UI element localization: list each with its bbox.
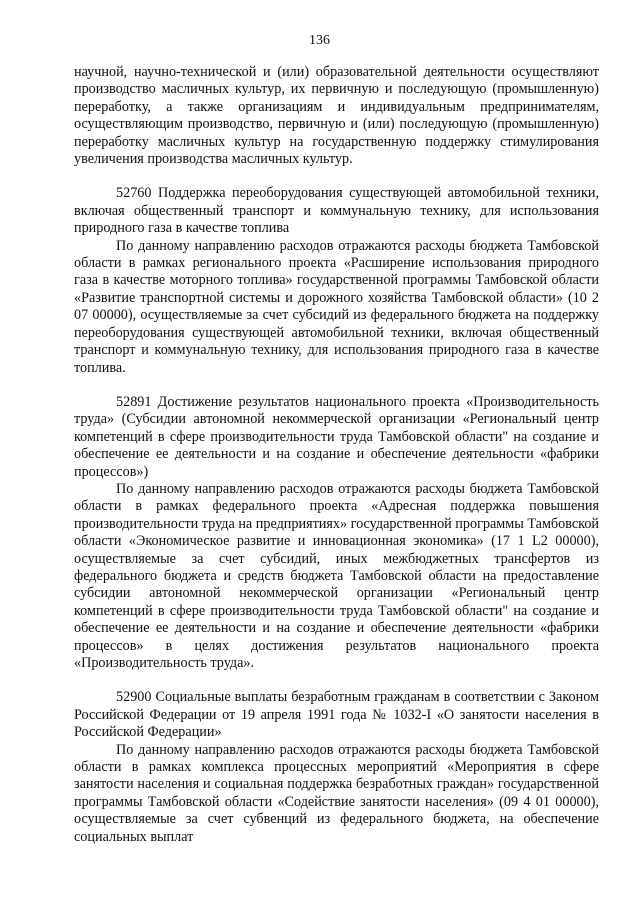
section-heading-52760: 52760 Поддержка переоборудования существующей автомобильной техники, включая общественный транспорт и коммунальную технику, для использования природного газа в качестве топлива — [74, 185, 599, 237]
section-heading-52900: 52900 Социальные выплаты безработным гражданам в соответствии с Законом Российской Федерации от 19 апреля 1991 года № 1032-I «О занятости населения в Российской Федерации» — [74, 689, 599, 741]
section-heading-52891: 52891 Достижение результатов национального проекта «Производительность труда» (Субсидии автономной некоммерческой организации «Региональный центр компетенций в сфере производительности труда Тамбовской области" на создание и обеспечение ее деятельности и на создание и обеспечение деятельности «фабрики процессов») — [74, 393, 599, 480]
paragraph-52900-description: По данному направлению расходов отражаются расходы бюджета Тамбовской области в рамках комплекса процессных мероприятий «Мероприятия в сфере занятости населения и социальная поддержка безработных граждан» государственной программы Тамбовской области «Содействие занятости населения» (09 4 01 00000), осуществляемые за счет субвенций из федерального бюджета, на обеспечение социальных выплат — [74, 741, 599, 845]
paragraph-52760-description: По данному направлению расходов отражаются расходы бюджета Тамбовской области в рамках регионального проекта «Расширение использования природного газа в качестве моторного топлива» государственной программы Тамбовской области «Развитие транспортной системы и дорожного хозяйства Тамбовской области» (10 2 07 00000), осуществляемые за счет субсидий из федерального бюджета на поддержку переоборудования существующей автомобильной техники, включая общественный транспорт и коммунальную технику, для использования природного газа в качестве топлива. — [74, 237, 599, 376]
paragraph-gap — [74, 672, 599, 689]
page-number: 136 — [309, 33, 330, 48]
paragraph-gap — [74, 168, 599, 185]
paragraph-52891-description: По данному направлению расходов отражаются расходы бюджета Тамбовской области в рамках федерального проекта «Адресная поддержка повышения производительности труда на предприятиях» государственной программы Тамбовской области «Экономическое развитие и инновационная экономика» (17 1 L2 00000), осуществляемые за счет субсидий, иных межбюджетных трансфертов из федерального бюджета и средств бюджета Тамбовской области на предоставление субсидии автономной некоммерческой организации «Региональный центр компетенций в сфере производительности труда Тамбовской области" на создание и обеспечение ее деятельности и на создание и обеспечение деятельности «фабрики процессов» в целях достижения результатов национального проекта «Производительность труда». — [74, 480, 600, 671]
paragraph-continuation: научной, научно-технической и (или) образовательной деятельности осуществляют производство масличных культур, их первичную и последующую (промышленную) переработку, а также организациям и индивидуальным предпринимателям, осуществляющим производство, первичную и (или) последующую (промышленную) переработку масличных культур на государственную поддержку стимулирования увеличения производства масличных культур. — [74, 64, 599, 168]
document-body — [74, 64, 599, 846]
paragraph-gap — [74, 377, 599, 394]
